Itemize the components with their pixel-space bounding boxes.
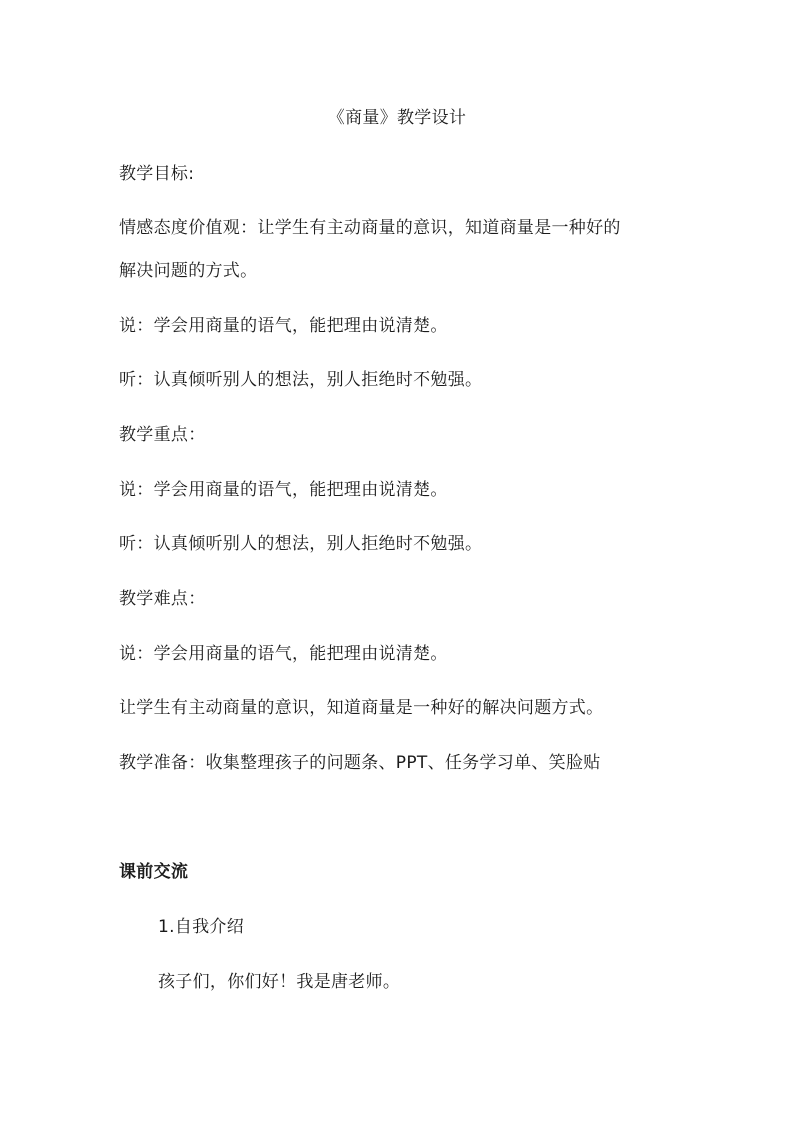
objective-emotion-line2: 解决问题的方式。 bbox=[119, 261, 258, 281]
preparation-line: 教学准备：收集整理孩子的问题条、PPT、任务学习单、笑脸贴 bbox=[119, 753, 601, 773]
difficulty-awareness: 让学生有主动商量的意识，知道商量是一种好的解决问题方式。 bbox=[119, 698, 604, 718]
section-heading: 课前交流 bbox=[119, 862, 189, 882]
key-point-listen: 听：认真倾听别人的想法，别人拒绝时不勉强。 bbox=[119, 534, 483, 554]
objective-speak: 说：学会用商量的语气，能把理由说清楚。 bbox=[119, 316, 448, 336]
difficulty-speak: 说：学会用商量的语气，能把理由说清楚。 bbox=[119, 644, 448, 664]
document-title: 《商量》教学设计 bbox=[327, 108, 467, 128]
step-1-item: 1.自我介绍 bbox=[158, 917, 245, 937]
greeting-paragraph: 孩子们，你们好！我是唐老师。 bbox=[158, 972, 401, 992]
objective-listen: 听：认真倾听别人的想法，别人拒绝时不勉强。 bbox=[119, 370, 483, 390]
objective-emotion-line1: 情感态度价值观：让学生有主动商量的意识，知道商量是一种好的 bbox=[119, 218, 621, 238]
difficulties-heading: 教学难点： bbox=[119, 589, 206, 609]
objectives-heading: 教学目标: bbox=[119, 164, 195, 184]
key-point-speak: 说：学会用商量的语气，能把理由说清楚。 bbox=[119, 480, 448, 500]
key-points-heading: 教学重点： bbox=[119, 425, 206, 445]
